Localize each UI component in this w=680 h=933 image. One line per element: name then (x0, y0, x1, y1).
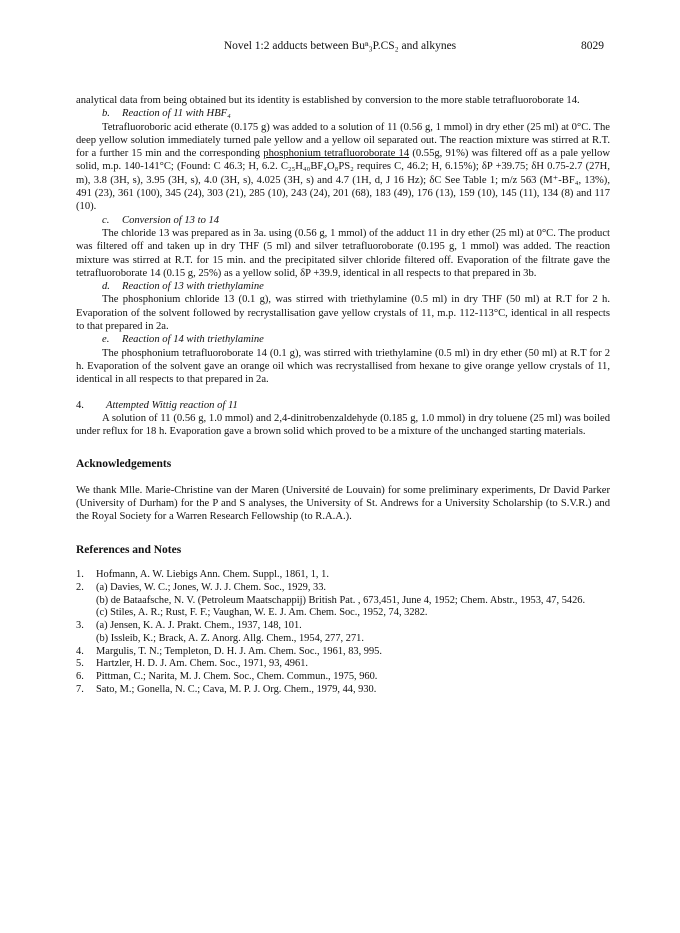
section-b-paragraph (76, 121, 610, 214)
section-4-number: 4. (76, 399, 84, 411)
reference-text: Sato, M.; Gonella, N. C.; Cava, M. P. J. Org. Chem., 1979, 44, 930. (96, 684, 377, 696)
section-c-letter: c. (102, 214, 110, 226)
section-d-title: Reaction of 13 with triethylamine (122, 281, 264, 293)
section-4-heading (76, 399, 610, 412)
section-c-heading (102, 214, 610, 227)
reference-item (76, 582, 610, 620)
reference-number: 1. (76, 568, 84, 580)
reference-text: Hofmann, A. W. Liebigs Ann. Chem. Suppl., 1861, 1, 1. (96, 568, 329, 580)
section-e-letter: e. (102, 334, 110, 346)
section-e-title: Reaction of 14 with triethylamine (122, 334, 264, 346)
reference-text: (c) Stiles, A. R.; Rust, F. F.; Vaughan, W. E. J. Am. Chem. Soc., 1952, 74, 3282. (96, 607, 428, 619)
section-d-paragraph: The phosphonium chloride 13 (0.1 g), was stirred with triethylamine (0.5 ml) in dry THF (50 ml) at R.T for 2 h. Evaporation of the solvent followed by recrystallisation gave yellow crystals of 11, m.p. 112-113°C, identical in all respects to that prepared in 2a. (76, 294, 610, 333)
reference-number: 7. (76, 684, 84, 696)
section-e-heading (102, 333, 610, 346)
running-title: Novel 1:2 adducts between Buⁿ₃P.CS₂ and alkynes (223, 40, 457, 52)
reference-item (76, 684, 610, 697)
section-4-paragraph: A solution of 11 (0.56 g, 1.0 mmol) and 2,4-dinitrobenzaldehyde (0.185 g, 1.0 mmol) in dry toluene (25 ml) was boiled under reflux for 18 h. Evaporation gave a brown solid which proved to be a mixture of the unchanged starting materials. (76, 412, 610, 438)
reference-list (76, 569, 610, 697)
reference-item (76, 671, 610, 684)
reference-number: 4. (76, 645, 84, 657)
reference-text: (a) Jensen, K. A. J. Prakt. Chem., 1937, 148, 101. (96, 620, 302, 632)
page-number: 8029 (581, 40, 604, 52)
acknowledgements-heading: Acknowledgements (76, 458, 172, 471)
reference-item (76, 646, 610, 659)
reference-item (76, 569, 610, 582)
section-d-heading (102, 280, 610, 293)
reference-number: 2. (76, 581, 84, 593)
section-b-heading (102, 107, 610, 120)
article-body (76, 94, 610, 697)
reference-text: Pittman, C.; Narita, M. J. Chem. Soc., Chem. Commun., 1975, 960. (96, 671, 378, 683)
reference-number: 5. (76, 658, 84, 670)
reference-item (76, 620, 610, 646)
section-b-text-continued: (0.55g, 91%) was filtered off as a pale yellow solid, m.p. 140-141°C; (Found: C 46.3; H, 6.2. C₂₅H₄₀BF₄O₈PS₂ requires C, 46.2; H, 6.15%); δP +39.75; δH 0.75-2.7 (27H, m), 3.8 (3H, s), 3.95 (3H, s), 4.0 (3H, s), 4.025 (3H, s) and 4.7 (1H, d, J 16 Hz); δC See Table 1; m/z 563 (M⁺-BF₄, 13%), 491 (23), 361 (100), 345 (24), 303 (21), 285 (10), 243 (24), 201 (68), 183 (49), 176 (13), 159 (10), 145 (11), 134 (8) and 117 (10). (76, 148, 610, 213)
references-heading: References and Notes (76, 543, 182, 556)
reference-text: (b) Issleib, K.; Brack, A. Z. Anorg. Allg. Chem., 1954, 277, 271. (96, 632, 364, 644)
reference-text: (a) Davies, W. C.; Jones, W. J. J. Chem. Soc., 1929, 33. (96, 581, 327, 593)
reference-number: 6. (76, 671, 84, 683)
reference-number: 3. (76, 620, 84, 632)
acknowledgements-paragraph: We thank Mlle. Marie-Christine van der Maren (Université de Louvain) for some preliminary experiments, Dr David Parker (University of Durham) for the P and S analyses, the University of St. Andrews for a University Scholarship (to S.V.R.) and the Royal Society for a Warren Research Fellowship (to R.A.A.). (76, 484, 610, 523)
section-c-title: Conversion of 13 to 14 (122, 214, 220, 226)
section-e-paragraph: The phosphonium tetrafluoroborate 14 (0.1 g), was stirred with triethylamine (0.5 ml) in dry ether (50 ml) at R.T for 2 h. Evaporation of the solvent gave an orange oil which was recrystallised from hexane to give orange yellow crystals of 11, identical in all respects to that prepared in 2a. (76, 347, 610, 386)
section-4-title: Attempted Wittig reaction of 11 (106, 399, 238, 411)
section-c-paragraph: The chloride 13 was prepared as in 3a. using (0.56 g, 1 mmol) of the adduct 11 in dry ether (25 ml) at 0°C. The product was filtered off and taken up in dry THF (5 ml) and silver tetrafluoroborate (0.195 g, 1 mmol) was added. The reaction mixture was stirred at R.T. for 15 min. and the precipitated silver chloride filtered off. Evaporation of the filtrate gave the tetrafluoroborate 14 (0.15 g, 25%) as a yellow solid, δP +39.9, identical in all respects to that prepared in 3b. (76, 227, 610, 279)
section-b-text: Tetrafluoroboric acid etherate (0.175 g) was added to a solution of 11 (0.56 g, 1 mmol) in dry ether (25 ml) at 0°C. The deep yellow solution immediately turned pale yellow and a yellow oil separated out. The reaction mixture was stirred at R.T. for a further 15 min and the corresponding (76, 121, 610, 160)
section-d-letter: d. (102, 281, 110, 293)
reference-text: Hartzler, H. D. J. Am. Chem. Soc., 1971, 93, 4961. (96, 658, 308, 670)
reference-item (76, 658, 610, 671)
section-b-title: Reaction of 11 with HBF₄ (122, 108, 231, 120)
section-b-letter: b. (102, 108, 110, 120)
reference-text: (b) de Bataafsche, N. V. (Petroleum Maatschappij) British Pat. , 673,451, June 4, 1952; Chem. Abstr., 1953, 47, 5426. (96, 594, 586, 606)
reference-text: Margulis, T. N.; Templeton, D. H. J. Am. Chem. Soc., 1961, 83, 995. (96, 645, 382, 657)
intro-paragraph: analytical data from being obtained but its identity is established by conversion to the more stable tetrafluoroborate 14. (76, 95, 580, 106)
section-b-underlined-compound: phosphonium tetrafluoroborate 14 (263, 148, 410, 160)
